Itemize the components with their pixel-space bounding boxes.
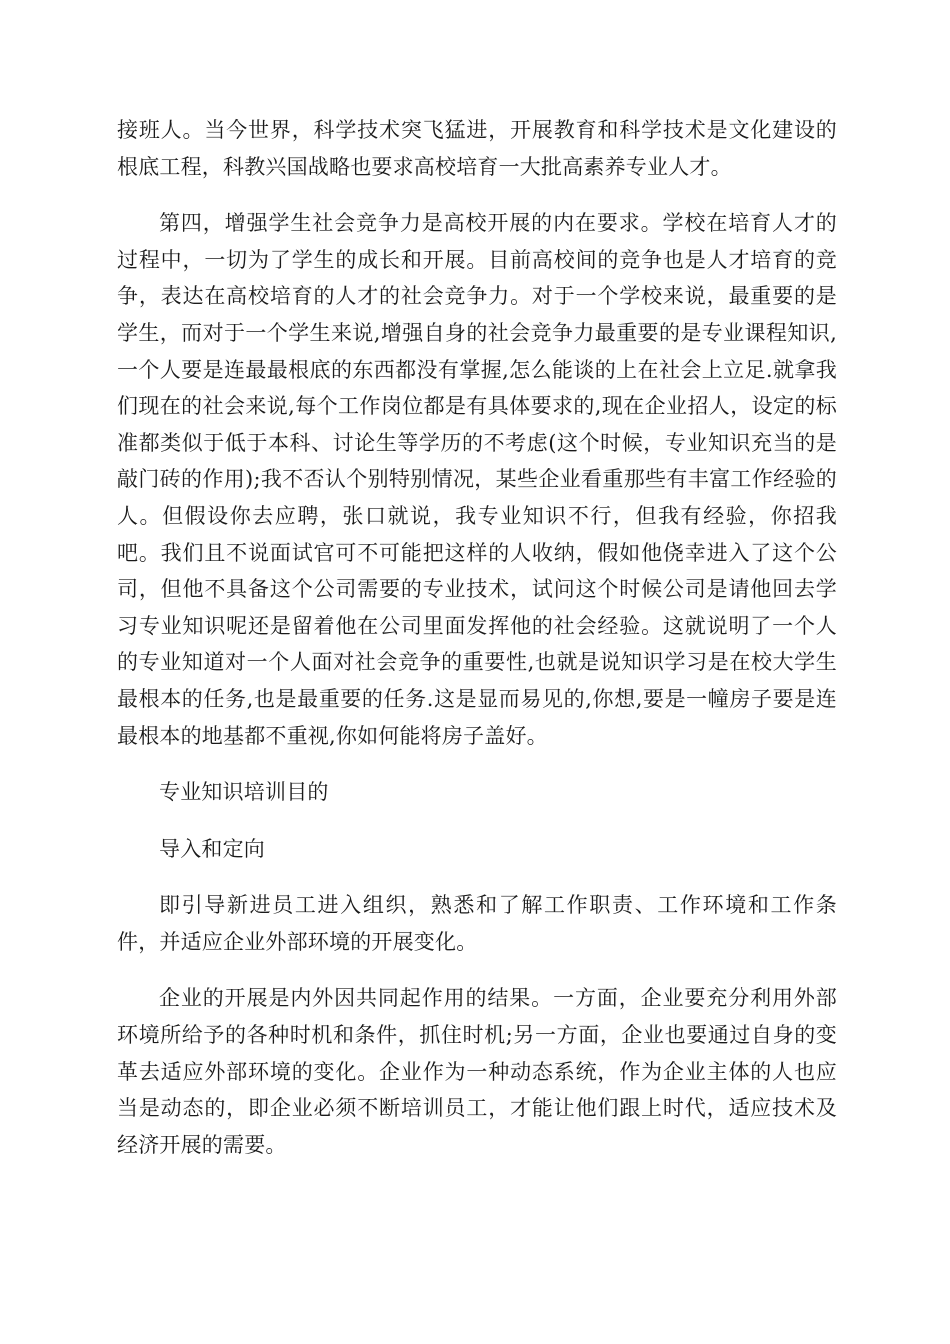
subheading-induction-orientation: 导入和定向	[159, 836, 265, 861]
paragraph-point-four: 第四，增强学生社会竞争力是高校开展的内在要求。学校在培育人才的过程中，一切为了学生的成长和开展。目前高校间的竞争也是人才培育的竞争，表达在高校培育的人才的社会竞争力。对于一个学校来说，最重要的是学生，而对于一个学生来说,增强自身的社会竞争力最重要的是专业课程知识,一个人要是连最最根底的东西都没有掌握,怎么能谈的上在社会上立足.就拿我们现在的社会来说,每个工作岗位都是有具体要求的,现在企业招人，设定的标准都类似于低于本科、讨论生等学历的不考虑(这个时候，专业知识充当的是敲门砖的作用);我不否认个别特别情况，某些企业看重那些有丰富工作经验的人。但假设你去应聘，张口就说，我专业知识不行，但我有经验，你招我吧。我们且不说面试官可不可能把这样的人收纳，假如他侥幸进入了这个公司，但他不具备这个公司需要的专业技术，试问这个时候公司是请他回去学习专业知识呢还是留着他在公司里面发挥他的社会经验。这就说明了一个人的专业知道对一个人面对社会竞争的重要性,也就是说知识学习是在校大学生最根本的任务,也是最重要的任务.这是显而易见的,你想,要是一幢房子要是连最根本的地基都不重视,你如何能将房子盖好。	[117, 211, 837, 748]
section-heading-training-purpose: 专业知识培训目的	[159, 780, 329, 805]
paragraph-enterprise-development: 企业的开展是内外因共同起作用的结果。一方面，企业要充分利用外部环境所给予的各种时机和条件，抓住时机;另一方面，企业也要通过自身的变革去适应外部环境的变化。企业作为一种动态系统，作为企业主体的人也应当是动态的，即企业必须不断培训员工，才能让他们跟上时代，适应技术及经济开展的需要。	[117, 986, 837, 1157]
paragraph-induction-description: 即引导新进员工进入组织，熟悉和了解工作职责、工作环境和工作条件，并适应企业外部环境的开展变化。	[117, 893, 837, 954]
paragraph-continuation: 接班人。当今世界，科学技术突飞猛进，开展教育和科学技术是文化建设的根底工程，科教兴国战略也要求高校培育一大批高素养专业人才。	[117, 118, 837, 179]
document-body	[117, 112, 837, 1183]
